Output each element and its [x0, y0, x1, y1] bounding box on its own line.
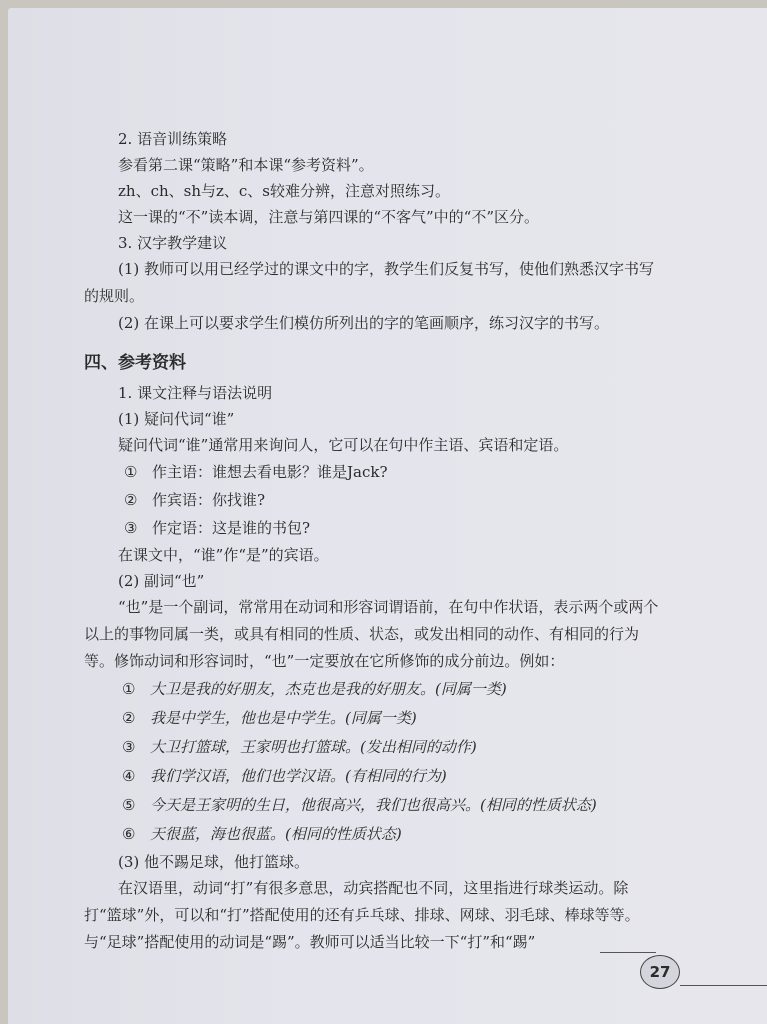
- paragraph: 参看第二课“策略”和本课“参考资料”。: [118, 156, 374, 174]
- example: ① 大卫是我的好朋友，杰克也是我的好朋友。(同属一类): [122, 680, 507, 698]
- example: ② 我是中学生，他也是中学生。(同属一类): [122, 709, 417, 727]
- page-number: 27: [640, 955, 680, 989]
- example: ④ 我们学汉语，他们也学汉语。(有相同的行为): [122, 767, 447, 785]
- example: ⑤ 今天是王家明的生日，他很高兴，我们也很高兴。(相同的性质状态): [122, 796, 597, 814]
- item-title: (2) 副词“也”: [118, 572, 205, 590]
- paragraph: 在汉语里，动词“打”有很多意思，动宾搭配也不同，这里指进行球类运动。除打“篮球”外，可以和“打”搭配使用的还有乒乓球、排球、网球、羽毛球、棒球等等。与“足球”搭配使用的动词是“踢”。教师可以适当比较一下“打”和“踢”: [84, 879, 640, 951]
- section-heading: 四、参考资料: [84, 353, 186, 373]
- footer-rule: [600, 952, 656, 953]
- paragraph: zh、ch、sh与z、c、s较难分辨，注意对照练习。: [118, 182, 450, 200]
- subheading-character-teaching: 3. 汉字教学建议: [118, 234, 228, 252]
- paragraph: 疑问代词“谁”通常用来询问人，它可以在句中作主语、宾语和定语。: [118, 436, 569, 454]
- item-title: (1) 疑问代词“谁”: [118, 410, 235, 428]
- subheading-pronunciation-strategy: 2. 语音训练策略: [118, 130, 228, 148]
- item-title: (3) 他不踢足球，他打篮球。: [118, 853, 310, 871]
- footer-rule: [680, 985, 767, 986]
- example: ② 作宾语：你找谁?: [124, 491, 266, 509]
- page-content: [84, 126, 664, 956]
- example: ③ 作定语：这是谁的书包?: [124, 519, 311, 537]
- example: ③ 大卫打篮球，王家明也打篮球。(发出相同的动作): [122, 738, 477, 756]
- paragraph: (1) 教师可以用已经学过的课文中的字，教学生们反复书写，使他们熟悉汉字书写的规则。: [84, 260, 655, 305]
- example: ① 作主语：谁想去看电影？谁是Jack?: [124, 463, 388, 481]
- subheading-notes: 1. 课文注释与语法说明: [118, 384, 273, 402]
- paragraph: “也”是一个副词，常常用在动词和形容词谓语前，在句中作状语，表示两个或两个以上的事物同属一类，或具有相同的性质、状态，或发出相同的动作、有相同的行为等。修饰动词和形容词时，“也”一定要放在它所修饰的成分前边。例如：: [84, 598, 659, 670]
- paragraph: 在课文中，“谁”作“是”的宾语。: [118, 546, 329, 564]
- paragraph: (2) 在课上可以要求学生们模仿所列出的字的笔画顺序，练习汉字的书写。: [118, 314, 610, 332]
- example: ⑥ 天很蓝，海也很蓝。(相同的性质状态): [122, 825, 402, 843]
- paragraph: 这一课的“不”读本调，注意与第四课的“不客气”中的“不”区分。: [118, 208, 540, 226]
